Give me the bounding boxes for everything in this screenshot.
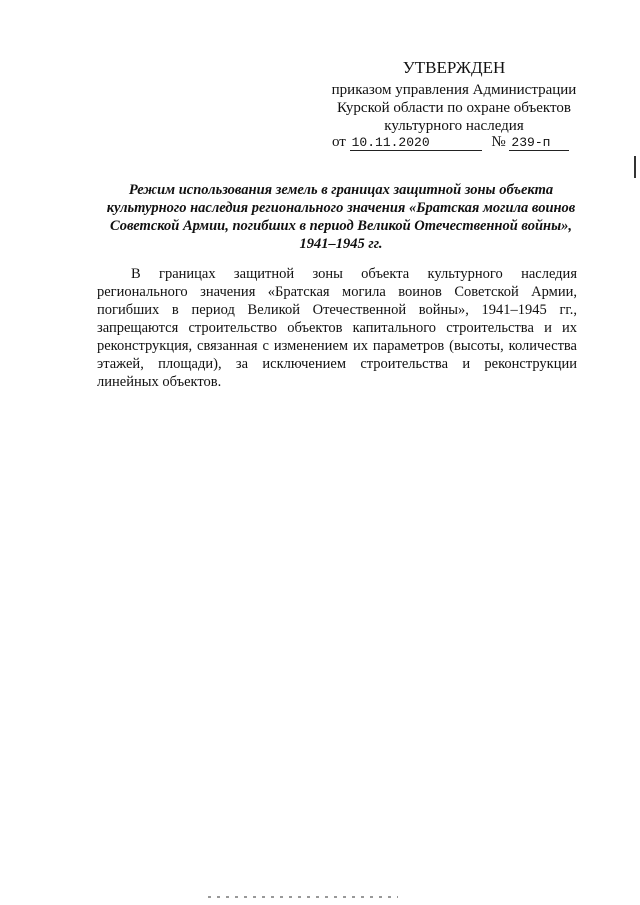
- approval-line: приказом управления Администрации: [331, 82, 577, 98]
- scan-edge-mark: [634, 156, 636, 178]
- approval-line: культурного наследия: [384, 118, 524, 134]
- approval-heading: УТВЕРЖДЕН: [402, 58, 506, 77]
- order-date: 10.11.2020: [350, 135, 482, 151]
- approval-stamp: [318, 58, 590, 135]
- order-number: 239-п: [509, 135, 569, 151]
- body-paragraph: В границах защитной зоны объекта культурного наследия регионального значения «Братская могила воинов Советской Армии, погибших в период Великой Отечественной войны», 1941–1945 гг., запрещаются строительство объектов капитального строительства и их реконструкция, связанная с изменением их параметров (высоты, количества этажей, площади), за исключением строительства и реконструкции линейных объектов.: [97, 266, 577, 390]
- approval-line: Курской области по охране объектов: [337, 100, 571, 116]
- order-reference: [332, 133, 572, 151]
- order-number-prefix: №: [491, 134, 506, 150]
- scan-artifact: [208, 896, 398, 898]
- document-title: Режим использования земель в границах защитной зоны объекта культурного наследия регионального значения «Братская могила воинов Советской Армии, погибших в период Великой Отечественной войны», 1941–1945 гг.: [106, 182, 576, 252]
- order-date-prefix: от: [332, 134, 346, 150]
